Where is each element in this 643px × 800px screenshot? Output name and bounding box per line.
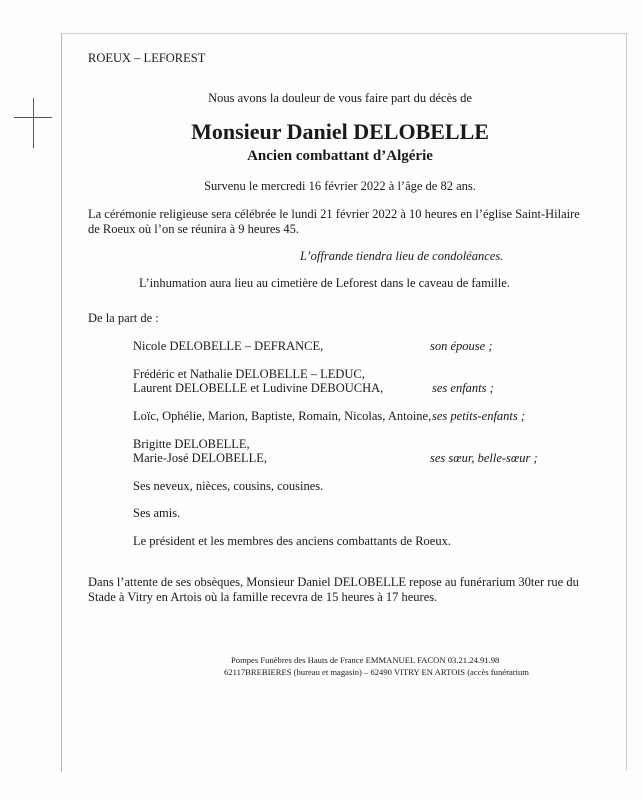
grandchildren-role: ses petits-enfants ; <box>432 409 526 423</box>
cross-icon-vertical <box>33 98 34 148</box>
spouse-name: Nicole DELOBELLE – DEFRANCE, <box>133 339 324 353</box>
funeral-home-line-1: Dans l’attente de ses obsèques, Monsieur Daniel DELOBELLE repose au funérarium 30ter rue du <box>88 575 579 589</box>
siblings-line-1: Brigitte DELOBELLE, <box>133 437 250 451</box>
footer-line-1: Pompes Funèbres des Hauts de France EMMANUEL FACON 03.21.24.91.98 <box>231 655 500 665</box>
grandchildren-names: Loïc, Ophélie, Marion, Baptiste, Romain, Nicolas, Antoine, <box>133 409 432 423</box>
burial-note: L’inhumation aura lieu au cimetière de Leforest dans le caveau de famille. <box>139 276 510 290</box>
friends-line: Ses amis. <box>133 506 181 520</box>
funeral-home-line-2: Stade à Vitry en Artois où la famille recevra de 15 heures à 17 heures. <box>88 590 438 604</box>
siblings-role: ses sœur, belle-sœur ; <box>430 451 538 465</box>
children-line-1: Frédéric et Nathalie DELOBELLE – LEDUC, <box>133 367 365 381</box>
page-border-right <box>626 33 627 771</box>
siblings-line-2: Marie-José DELOBELLE, <box>133 451 267 465</box>
veterans-line: Le président et les membres des anciens combattants de Roeux. <box>133 534 451 548</box>
from-label: De la part de : <box>88 311 159 325</box>
deceased-name: Monsieur Daniel DELOBELLE <box>191 119 489 144</box>
children-line-2: Laurent DELOBELLE et Ludivine DEBOUCHA, <box>133 381 384 395</box>
spouse-role: son épouse ; <box>430 339 493 353</box>
children-role: ses enfants ; <box>432 381 494 395</box>
death-notice: Survenu le mercredi 16 février 2022 à l’âge de 82 ans. <box>204 179 476 193</box>
header-locality: ROEUX – LEFOREST <box>88 51 206 65</box>
intro-line: Nous avons la douleur de vous faire part du décès de <box>208 91 472 105</box>
ceremony-line-1: La cérémonie religieuse sera célébrée le lundi 21 février 2022 à 10 heures en l’église Saint-Hilaire <box>88 207 580 221</box>
ceremony-line-2: de Roeux où l’on se réunira à 9 heures 45. <box>88 222 300 236</box>
nephews-line: Ses neveux, nièces, cousins, cousines. <box>133 479 324 493</box>
offering-note: L’offrande tiendra lieu de condoléances. <box>300 249 504 263</box>
footer-line-2: 62117BREBIERES (bureau et magasin) – 62490 VITRY EN ARTOIS (accès funérarium <box>224 667 529 677</box>
deceased-title: Ancien combattant d’Algérie <box>247 148 433 164</box>
cross-icon-horizontal <box>14 117 52 118</box>
